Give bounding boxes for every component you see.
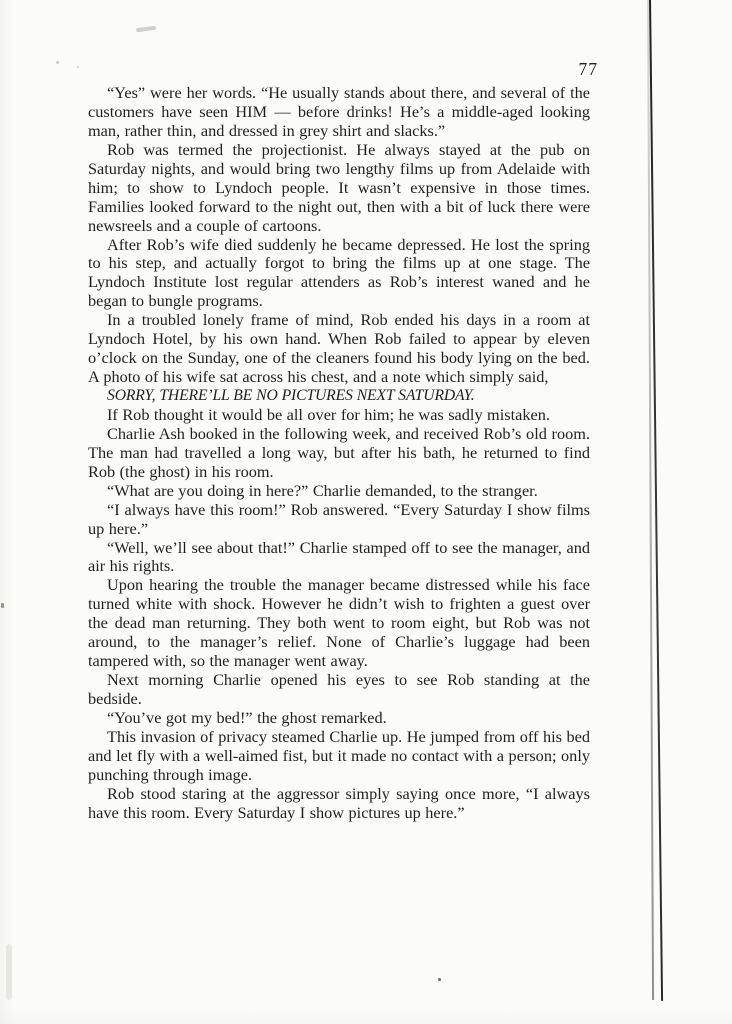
scan-speck bbox=[77, 66, 79, 68]
paragraph: “I always have this room!” Rob answered. “Every Saturday I show films up here.” bbox=[88, 499, 590, 538]
paragraph: Upon hearing the trouble the manager became distressed while his face turned white with shock. However he didn’t wish to frighten a guest over the dead man returning. They both went to room eight, but Rob was not around, to the manager’s relief. None of Charlie’s luggage had been tampered with, so the manager went away. bbox=[88, 575, 590, 671]
suicide-note-line: SORRY, THERE’LL BE NO PICTURES NEXT SATURDAY. bbox=[107, 387, 475, 404]
paragraph: Rob stood staring at the aggressor simply saying once more, “I always have this room. Every Saturday I show pictures up here.” bbox=[88, 783, 590, 822]
paragraph: If Rob thought it would be all over for him; he was sadly mistaken. bbox=[107, 404, 550, 424]
scan-speck bbox=[438, 978, 441, 981]
page-text-block bbox=[88, 84, 590, 823]
paragraph: After Rob’s wife died suddenly he became depressed. He lost the spring to his step, and actually forgot to bring the films up at one stage. The Lyndoch Institute lost regular attenders as Rob’s interest waned and he began to bungle programs. bbox=[88, 234, 590, 311]
paragraph: “You’ve got my bed!” the ghost remarked. bbox=[107, 707, 387, 727]
page-number: 77 bbox=[578, 59, 598, 79]
paragraph: Next morning Charlie opened his eyes to see Rob standing at the bedside. bbox=[88, 670, 590, 708]
scan-smudge bbox=[6, 944, 12, 1000]
paragraph: In a troubled lonely frame of mind, Rob ended his days in a room at Lyndoch Hotel, by his own hand. When Rob failed to appear by eleven o’clock on the Sunday, one of the cleaners found his body lying on the bed. A photo of his wife sat across his chest, and a note which simply said, bbox=[88, 310, 590, 387]
paragraph: Rob was termed the projectionist. He always stayed at the pub on Saturday nights, and would bring two lengthy films up from Adelaide with him; to show to Lyndoch people. It wasn’t expensive in those times. Families looked forward to the night out, then with a bit of luck there were newsreels and a couple of cartoons. bbox=[88, 139, 590, 235]
paragraph: Charlie Ash booked in the following week, and received Rob’s old room. The man had travelled a long way, but after his bath, he returned to find Rob (the ghost) in his room. bbox=[88, 423, 590, 481]
scan-speck bbox=[1, 603, 4, 608]
paragraph: “Well, we’ll see about that!” Charlie stamped off to see the manager, and air his rights. bbox=[88, 537, 590, 576]
paragraph: This invasion of privacy steamed Charlie up. He jumped from off his bed and let fly with a well-aimed fist, but it made no contact with a person; only punching through image. bbox=[88, 726, 590, 784]
paragraph: “What are you doing in here?” Charlie demanded, to the stranger. bbox=[107, 480, 538, 500]
scan-smudge bbox=[136, 26, 156, 32]
paragraph: “Yes” were her words. “He usually stands about there, and several of the customers have seen HIM — before drinks! He’s a middle-aged looking man, rather thin, and dressed in grey shirt and slacks.” bbox=[88, 83, 590, 140]
scan-speck bbox=[56, 61, 59, 64]
